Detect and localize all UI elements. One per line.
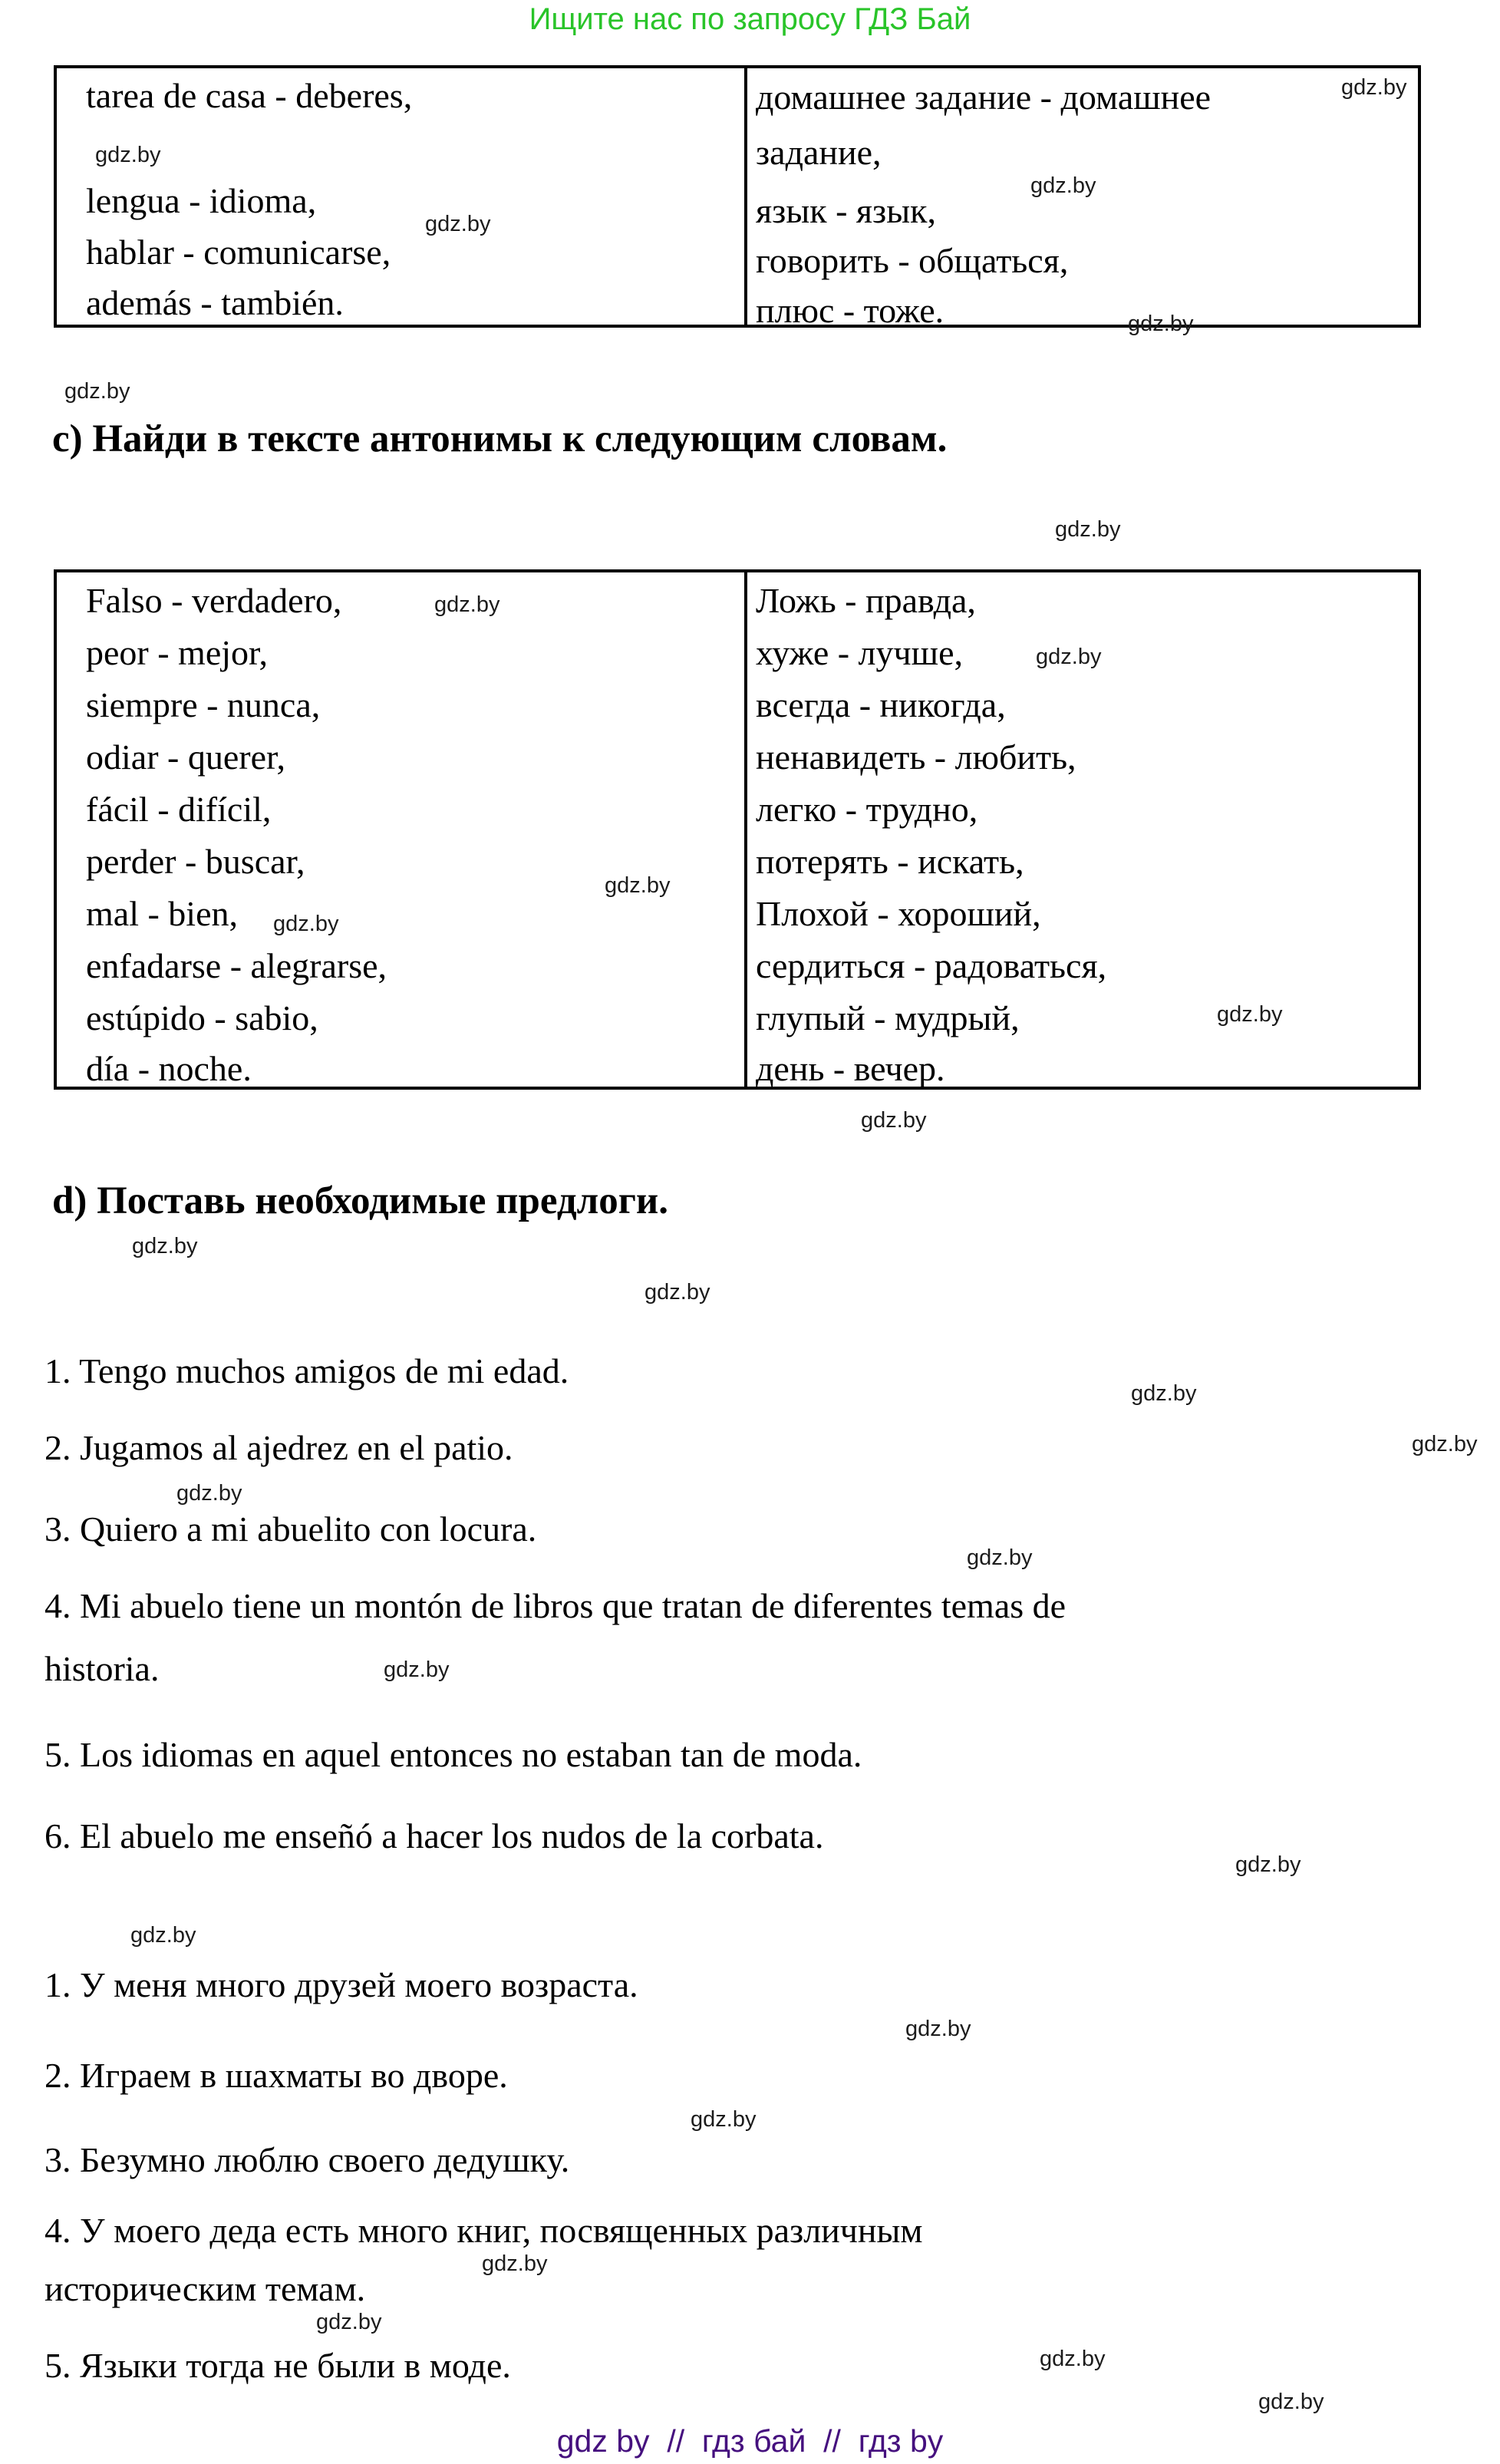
antonym-es-line: enfadarse - alegrarse, bbox=[86, 946, 387, 985]
antonym-ru-line: Ложь - правда, bbox=[756, 581, 976, 620]
gdz-watermark: gdz.by bbox=[64, 379, 130, 404]
antonym-es-line: perder - buscar, bbox=[86, 842, 305, 881]
gdz-watermark: gdz.by bbox=[95, 143, 161, 167]
gdz-watermark: gdz.by bbox=[905, 2017, 971, 2041]
exercise-item-line: 2. Jugamos al ajedrez en el patio. bbox=[45, 1428, 513, 1467]
vocab-ru-line: плюс - тоже. bbox=[756, 291, 945, 330]
antonyms-table-divider bbox=[744, 569, 747, 1090]
antonym-es-line: día - noche. bbox=[86, 1049, 252, 1088]
promo-header: Ищите нас по запросу ГДЗ Бай bbox=[529, 2, 971, 36]
exercise-item-line: 6. El abuelo me enseñó a hacer los nudos de la corbata. bbox=[45, 1816, 824, 1855]
gdz-watermark: gdz.by bbox=[425, 212, 491, 236]
antonym-es-line: siempre - nunca, bbox=[86, 685, 321, 724]
antonym-ru-line: всегда - никогда, bbox=[756, 685, 1006, 724]
antonym-es-line: estúpido - sabio, bbox=[86, 998, 318, 1037]
gdz-watermark: gdz.by bbox=[273, 912, 339, 936]
gdz-watermark: gdz.by bbox=[1258, 2390, 1324, 2414]
gdz-watermark: gdz.by bbox=[1217, 1002, 1283, 1027]
gdz-watermark: gdz.by bbox=[482, 2251, 548, 2276]
antonym-es-line: fácil - difícil, bbox=[86, 790, 272, 829]
gdz-watermark: gdz.by bbox=[861, 1108, 927, 1133]
antonym-ru-line: глупый - мудрый, bbox=[756, 998, 1020, 1037]
vocab-table-divider bbox=[744, 65, 747, 328]
vocab-ru-line: говорить - общаться, bbox=[756, 241, 1069, 280]
antonym-ru-line: потерять - искать, bbox=[756, 842, 1024, 881]
translation-item-line: 3. Безумно люблю своего дедушку. bbox=[45, 2140, 570, 2179]
exercise-item-line: historia. bbox=[45, 1649, 160, 1688]
antonym-ru-line: хуже - лучше, bbox=[756, 633, 963, 672]
exercise-item-line: 1. Tengo muchos amigos de mi edad. bbox=[45, 1351, 569, 1390]
section-c-heading: c) Найди в тексте антонимы к следующим словам. bbox=[52, 417, 948, 460]
gdz-watermark: gdz.by bbox=[176, 1481, 242, 1506]
translation-item-line: 4. У моего деда есть много книг, посвященных различным bbox=[45, 2211, 923, 2250]
antonym-ru-line: легко - трудно, bbox=[756, 790, 978, 829]
exercise-item-line: 5. Los idiomas en aquel entonces no estaban tan de moda. bbox=[45, 1735, 862, 1774]
gdz-watermark: gdz.by bbox=[434, 592, 500, 617]
gdz-watermark: gdz.by bbox=[132, 1234, 198, 1258]
gdz-watermark: gdz.by bbox=[1235, 1852, 1301, 1877]
translation-item-line: 1. У меня много друзей моего возраста. bbox=[45, 1965, 638, 2004]
gdz-watermark: gdz.by bbox=[691, 2107, 757, 2132]
antonym-es-line: Falso - verdadero, bbox=[86, 581, 342, 620]
exercise-item-line: 4. Mi abuelo tiene un montón de libros que tratan de diferentes temas de bbox=[45, 1586, 1066, 1625]
gdz-watermark: gdz.by bbox=[1040, 2347, 1106, 2371]
gdz-watermark: gdz.by bbox=[1055, 517, 1121, 542]
gdz-watermark: gdz.by bbox=[605, 873, 671, 898]
exercise-item-line: 3. Quiero a mi abuelito con locura. bbox=[45, 1509, 537, 1549]
gdz-watermark: gdz.by bbox=[1412, 1432, 1478, 1456]
gdz-watermark: gdz.by bbox=[645, 1280, 710, 1305]
translation-item-line: 2. Играем в шахматы во дворе. bbox=[45, 2056, 508, 2095]
vocab-es-line: tarea de casa - deberes, bbox=[86, 76, 413, 115]
gdz-watermark: gdz.by bbox=[130, 1923, 196, 1948]
promo-footer: gdz by // гдз бай // гдз by bbox=[556, 2423, 944, 2459]
antonym-es-line: odiar - querer, bbox=[86, 737, 285, 777]
gdz-watermark: gdz.by bbox=[1030, 173, 1096, 198]
gdz-watermark: gdz.by bbox=[1128, 312, 1194, 336]
gdz-watermark: gdz.by bbox=[316, 2310, 382, 2334]
antonym-ru-line: день - вечер. bbox=[756, 1049, 945, 1088]
section-d-heading: d) Поставь необходимые предлоги. bbox=[52, 1179, 669, 1222]
gdz-watermark: gdz.by bbox=[384, 1658, 450, 1682]
vocab-ru-line: язык - язык, bbox=[756, 191, 936, 230]
translation-item-line: историческим темам. bbox=[45, 2269, 366, 2308]
gdz-watermark: gdz.by bbox=[1131, 1381, 1197, 1406]
vocab-es-line: hablar - comunicarse, bbox=[86, 233, 391, 272]
antonym-ru-line: Плохой - хороший, bbox=[756, 894, 1041, 933]
gdz-watermark: gdz.by bbox=[1341, 75, 1407, 100]
antonym-es-line: mal - bien, bbox=[86, 894, 238, 933]
translation-item-line: 5. Языки тогда не были в моде. bbox=[45, 2346, 511, 2385]
antonym-es-line: peor - mejor, bbox=[86, 633, 269, 672]
vocab-es-line: lengua - idioma, bbox=[86, 181, 317, 220]
vocab-ru-line: задание, bbox=[756, 133, 882, 172]
vocab-ru-line: домашнее задание - домашнее bbox=[756, 78, 1212, 117]
vocab-es-line: además - también. bbox=[86, 283, 344, 322]
antonym-ru-line: сердиться - радоваться, bbox=[756, 946, 1107, 985]
antonym-ru-line: ненавидеть - любить, bbox=[756, 737, 1076, 777]
gdz-watermark: gdz.by bbox=[967, 1545, 1033, 1570]
gdz-watermark: gdz.by bbox=[1036, 645, 1102, 669]
